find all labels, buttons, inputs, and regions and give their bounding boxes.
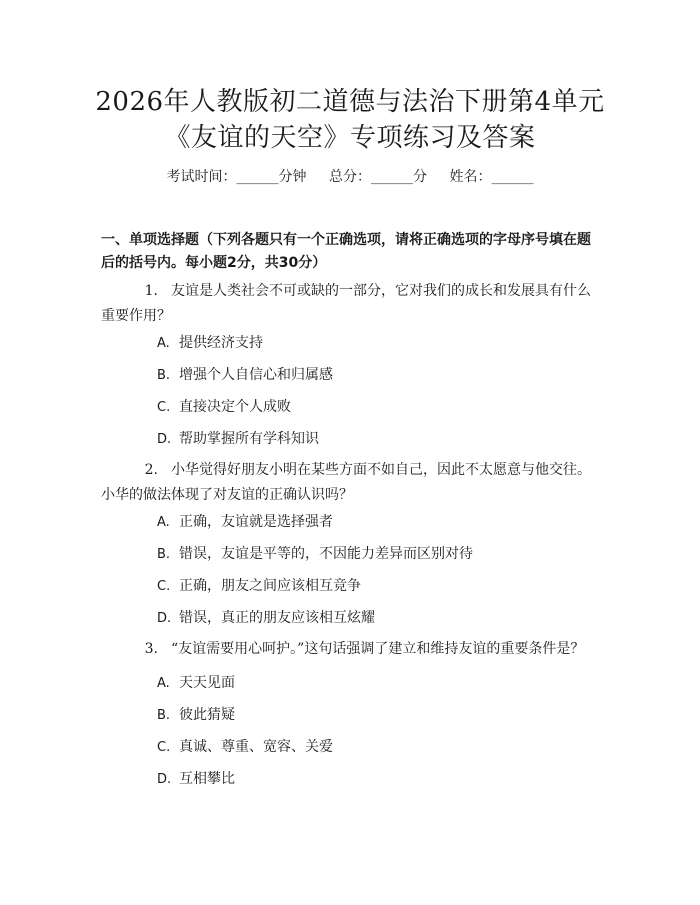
- option-letter: C.: [157, 579, 171, 594]
- option-letter: B.: [157, 547, 171, 562]
- option-3b: [157, 705, 235, 726]
- option-3c: [157, 737, 333, 758]
- option-1d: [157, 429, 319, 450]
- question-3: [101, 637, 601, 662]
- option-3d: [157, 769, 235, 790]
- question-number: 3.: [144, 641, 158, 657]
- option-text: 错误，友谊是平等的，不因能力差异而区别对待: [179, 546, 473, 562]
- option-text: 错误，真正的朋友应该相互炫耀: [179, 610, 375, 626]
- exam-time-field: 考试时间：______分钟: [166, 169, 307, 185]
- question-1: [101, 279, 601, 329]
- option-2a: [157, 512, 333, 533]
- option-letter: C.: [157, 400, 171, 415]
- option-2b: [157, 544, 473, 565]
- option-text: 彼此猜疑: [179, 707, 235, 723]
- option-3a: [157, 673, 235, 694]
- document-title-line2: 《友谊的天空》专项练习及答案: [164, 123, 536, 153]
- option-letter: D.: [157, 432, 172, 447]
- option-letter: B.: [157, 368, 171, 383]
- total-score-field: 总分：______分: [329, 169, 427, 185]
- option-text: 天天见面: [179, 675, 235, 691]
- option-letter: D.: [157, 772, 172, 787]
- option-letter: A.: [157, 676, 170, 691]
- question-number: 2.: [144, 462, 158, 478]
- option-text: 真诚、尊重、宽容、关爱: [179, 739, 333, 755]
- option-letter: C.: [157, 740, 171, 755]
- option-text: 提供经济支持: [179, 335, 263, 351]
- option-1a: [157, 333, 263, 354]
- option-1b: [157, 365, 333, 386]
- option-text: 正确，友谊就是选择强者: [179, 514, 333, 530]
- option-text: 增强个人自信心和归属感: [179, 367, 333, 383]
- option-letter: A.: [157, 336, 170, 351]
- option-2c: [157, 576, 361, 597]
- option-text: 直接决定个人成败: [179, 399, 291, 415]
- option-letter: D.: [157, 611, 172, 626]
- option-2d: [157, 608, 375, 629]
- student-name-field: 姓名：______: [449, 169, 534, 185]
- question-number: 1.: [144, 283, 158, 299]
- question-text: 小华觉得好朋友小明在某些方面不如自己，因此不太愿意与他交往。小华的做法体现了对友谊的正确认识吗？: [101, 462, 591, 503]
- option-letter: B.: [157, 708, 171, 723]
- option-letter: A.: [157, 515, 170, 530]
- option-text: 帮助掌握所有学科知识: [179, 431, 319, 447]
- question-text: “友谊需要用心呵护。”这句话强调了建立和维持友谊的重要条件是？: [171, 641, 585, 657]
- option-text: 正确，朋友之间应该相互竞争: [179, 578, 361, 594]
- question-text: 友谊是人类社会不可或缺的一部分，它对我们的成长和发展具有什么重要作用？: [101, 283, 591, 324]
- question-2: [101, 458, 601, 508]
- exam-meta: [0, 167, 700, 187]
- section-heading: 一、单项选择题（下列各题只有一个正确选项，请将正确选项的字母序号填在题后的括号内。每小题2分，共30分）: [101, 232, 591, 271]
- option-1c: [157, 397, 291, 418]
- document-title-line1: 2026年人教版初二道德与法治下册第4单元: [95, 87, 605, 117]
- option-text: 互相攀比: [179, 771, 235, 787]
